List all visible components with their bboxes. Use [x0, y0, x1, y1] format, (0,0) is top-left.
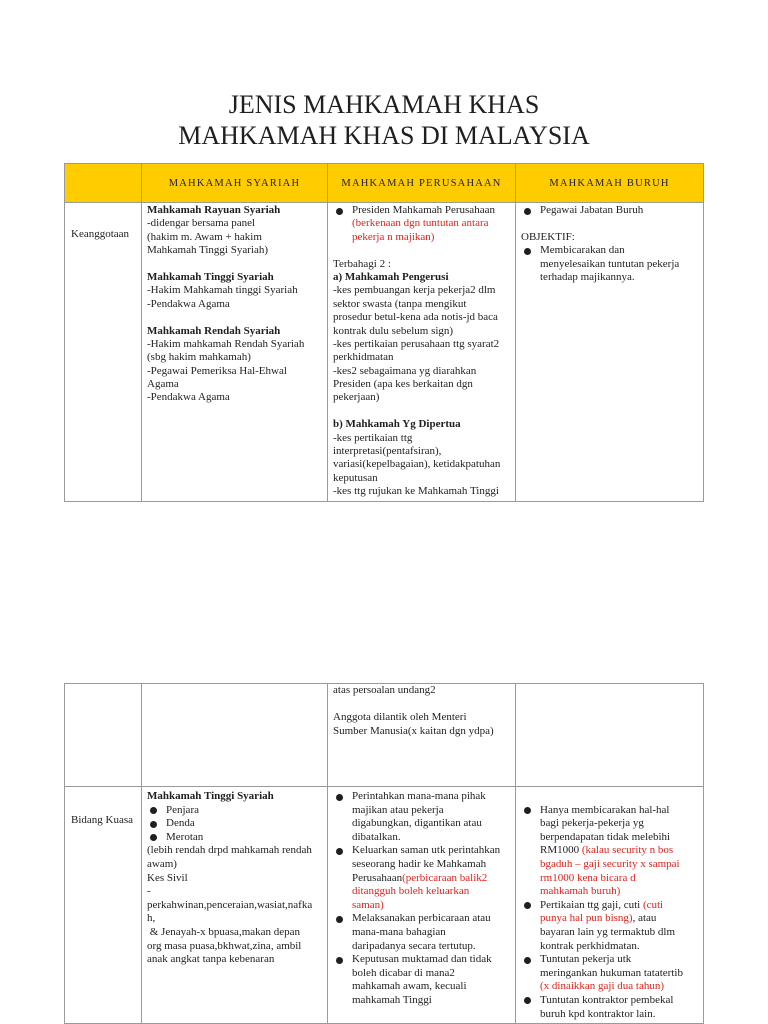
paragraph: [147, 844, 327, 966]
bullet-item: [333, 844, 515, 912]
bullet-item: [333, 953, 515, 1007]
bullet-item: [521, 244, 703, 284]
text-line: perkhidmatan: [333, 351, 394, 364]
text-line: Mahkamah Rendah Syariah: [147, 324, 281, 337]
row-label-cell: [65, 203, 142, 502]
section-heading: [333, 271, 515, 284]
paragraph: [521, 231, 703, 244]
court-comparison-table: [64, 163, 704, 502]
text-line: menyelesaikan tuntutan pekerja: [540, 257, 680, 270]
blank-line: [521, 790, 703, 804]
red-annotation-note: pekerja n majikan): [352, 230, 435, 243]
column-header-buruh: [516, 164, 704, 203]
text-line: -kes pembuangan kerja pekerja2 dlm: [333, 284, 496, 297]
text-line: -Hakim Mahkamah tinggi Syariah: [147, 284, 298, 297]
paragraph: [333, 258, 515, 271]
bullet-item: [333, 912, 515, 953]
text-line: Tuntutan pekerja utk: [540, 953, 632, 966]
text-line: mahkamah Tinggi: [352, 993, 432, 1006]
bullet-item: [521, 953, 703, 994]
bullet-item: [333, 204, 515, 244]
bullet-item: [521, 804, 703, 899]
blank-line: [333, 698, 515, 712]
red-annotation-note: (berkenaan dgn tuntutan antara: [352, 217, 489, 230]
text-line: Denda: [166, 817, 195, 830]
text-line: [540, 912, 703, 926]
syariah-bidang-kuasa-cell: [142, 787, 328, 1024]
bullet-icon: [336, 208, 343, 215]
text-line: meringankan hukuman tatatertib: [540, 966, 683, 979]
text-line: Presiden Mahkamah Perusahaan: [352, 204, 495, 216]
text-line: Anggota dilantik oleh Menteri: [333, 711, 467, 724]
bullet-item: [521, 204, 703, 217]
bullet-item: [521, 994, 703, 1021]
text-line: mahkamah awam, kecuali: [352, 980, 467, 993]
column-header-label: MAHKAMAH BURUH: [549, 177, 670, 189]
blank-line: [147, 311, 327, 324]
syariah-keanggotaan-cell: [142, 203, 328, 502]
text-line: Hanya membicarakan hal-hal: [540, 803, 670, 816]
bullet-icon: [336, 848, 343, 855]
text-line: (lebih rendah drpd mahkamah rendah: [147, 844, 312, 857]
text-line: Presiden (apa kes berkaitan dgn: [333, 378, 473, 391]
paragraph: [333, 284, 515, 405]
red-annotation-note: (cuti: [642, 898, 664, 911]
text-line: kontrak perkhidmatan.: [540, 939, 640, 952]
text-line: Mahkamah Rayuan Syariah: [147, 204, 281, 216]
text-line: -Pendakwa Agama: [147, 297, 230, 310]
column-header-syariah: [142, 164, 328, 203]
text-line: awam): [147, 857, 177, 870]
text-line: Keputusan muktamad dan tidak: [352, 953, 492, 966]
text-line: mana-mana bahagian: [352, 925, 446, 938]
text-line: buruh kpd kontraktor lain.: [540, 1007, 656, 1020]
bullet-icon: [524, 208, 531, 215]
text-line: [352, 217, 515, 230]
text-line: (hakim m. Awam + hakim: [147, 230, 262, 243]
section-heading: [147, 271, 327, 284]
text-line: dibatalkan.: [352, 830, 401, 843]
text-line: Membicarakan dan: [540, 244, 625, 257]
red-annotation-note: (kalau security n bos: [581, 844, 674, 857]
red-annotation-note: (x dinaikkan gaji dua tahun): [540, 980, 665, 993]
section-heading: [147, 204, 327, 217]
text-line: -kes pertikaian perusahaan ttg syarat2: [333, 337, 500, 350]
text-line: Tuntutan kontraktor pembekal: [540, 993, 674, 1006]
column-header-label: MAHKAMAH SYARIAH: [168, 177, 301, 189]
paragraph: [147, 217, 327, 257]
text-line: pekerjaan): [333, 391, 380, 404]
text-line: -Hakim mahkamah Rendah Syariah: [147, 337, 305, 350]
text-line: digabungkan, digantikan atau: [352, 817, 482, 830]
text-line: atas persoalan undang2: [333, 684, 436, 696]
header-corner-cell: [65, 164, 142, 203]
bullet-icon: [336, 916, 343, 923]
text-line: [352, 885, 515, 899]
text-line: berpendapatan tidak melebihi: [540, 830, 671, 843]
bullet-item: [521, 899, 703, 953]
text-line: OBJEKTIF:: [521, 230, 575, 243]
bullet-icon: [150, 834, 157, 841]
text-line: -Pendakwa Agama: [147, 391, 230, 404]
text-line: kontrak dulu sebelum sign): [333, 324, 454, 337]
text-line: Mahkamah Tinggi Syariah): [147, 244, 268, 257]
row-label-bidang-kuasa: Bidang Kuasa: [71, 814, 134, 826]
text-line: bayaran lain yg termaktub dlm: [540, 925, 676, 938]
bullet-icon: [524, 807, 531, 814]
blank-line: [333, 244, 515, 257]
red-annotation-note: (perbicaraan balik2: [402, 871, 488, 884]
text-line: [540, 872, 703, 886]
text-line: h,: [147, 912, 156, 925]
text-line: [352, 231, 515, 244]
buruh-bidang-kuasa-cell: [516, 787, 704, 1024]
text-line: variasi(kepelbagaian), ketidakpatuhan: [333, 458, 501, 471]
text-line: prosedur betul-kena ada notis-jd baca: [333, 311, 498, 324]
column-header-label: MAHKAMAH PERUSAHAAN: [341, 177, 502, 189]
blank-line: [333, 405, 515, 418]
text-line: org masa puasa,bkhwat,zina, ambil: [147, 939, 302, 952]
blank-line: [147, 258, 327, 271]
text-line: (sbg hakim mahkamah): [147, 351, 251, 364]
paragraph: [333, 711, 515, 738]
text-line: [540, 858, 703, 872]
syariah-continued-cell: [142, 684, 328, 787]
bullet-icon: [336, 957, 343, 964]
text-line: keputusan: [333, 471, 378, 484]
text-line: [352, 899, 515, 913]
text-line: perkahwinan,penceraian,wasiat,nafka: [147, 898, 313, 911]
text-line: sektor swasta (tanpa mengikut: [333, 297, 467, 310]
text-line: terhadap majikannya.: [540, 270, 635, 283]
bullet-icon: [524, 248, 531, 255]
text-line: Melaksanakan perbicaraan atau: [352, 912, 491, 925]
text-line: Pegawai Jabatan Buruh: [540, 204, 644, 216]
text-line: Agama: [147, 378, 179, 391]
bullet-icon: [150, 807, 157, 814]
text-line: seseorang hadir ke Mahkamah: [352, 857, 487, 870]
perusahaan-keanggotaan-cell: [328, 203, 516, 502]
text-line: [540, 899, 703, 913]
text-line: boleh dicabar di mana2: [352, 966, 455, 979]
text-line: bagi pekerja-pekerja yg: [540, 817, 644, 830]
bullet-icon: [150, 821, 157, 828]
text-line: -: [147, 885, 151, 898]
buruh-keanggotaan-cell: [516, 203, 704, 502]
text-line: -kes ttg rujukan ke Mahkamah Tinggi: [333, 485, 499, 498]
text-segment: Perusahaan: [352, 871, 403, 884]
bullet-icon: [524, 902, 531, 909]
court-comparison-table-continued: [64, 683, 704, 1024]
text-line: -kes pertikaian ttg: [333, 431, 413, 444]
buruh-continued-cell: [516, 684, 704, 787]
bullet-icon: [524, 997, 531, 1004]
section-heading: [147, 790, 327, 804]
text-line: anak angkat tanpa kebenaran: [147, 953, 275, 966]
text-segment: RM1000: [540, 844, 582, 857]
text-line: & Jenayah-x bpuasa,makan depan: [147, 925, 301, 938]
text-line: [540, 980, 703, 994]
document-title-line-2: MAHKAMAH KHAS DI MALAYSIA: [178, 121, 590, 150]
text-line: [352, 872, 515, 886]
paragraph: [333, 432, 515, 499]
document-title-line-1: JENIS MAHKAMAH KHAS: [228, 90, 540, 119]
text-line: Perintahkan mana-mana pihak: [352, 790, 486, 802]
row-label-keanggotaan: Keanggotaan: [71, 228, 130, 240]
column-header-perusahaan: [328, 164, 516, 203]
text-line: Keluarkan saman utk perintahkan: [352, 844, 501, 857]
text-line: b) Mahkamah Yg Dipertua: [333, 418, 461, 431]
perusahaan-bidang-kuasa-cell: [328, 787, 516, 1024]
text-segment: Pertikaian ttg gaji, cuti: [540, 898, 643, 911]
text-line: -Pegawai Pemeriksa Hal-Ehwal: [147, 364, 287, 377]
bullet-item: [333, 790, 515, 844]
text-line: Penjara: [166, 803, 199, 816]
text-line: a) Mahkamah Pengerusi: [333, 270, 449, 283]
paragraph: [147, 338, 327, 405]
red-annotation-note: punya hal pun bisng): [540, 912, 633, 925]
text-line: [540, 885, 703, 899]
text-line: -kes2 sebagaimana yg diarahkan: [333, 364, 477, 377]
row-label-cell: [65, 684, 142, 787]
text-line: Mahkamah Tinggi Syariah: [147, 270, 274, 283]
text-line: Merotan: [166, 830, 204, 843]
text-line: Mahkamah Tinggi Syariah: [147, 790, 274, 802]
text-line: Sumber Manusia(x kaitan dgn ydpa): [333, 724, 494, 737]
bullet-item: [147, 817, 327, 831]
red-annotation-note: saman): [352, 898, 384, 911]
red-annotation-note: ditangguh boleh keluarkan: [352, 885, 470, 898]
bullet-item: [147, 804, 327, 818]
text-line: [540, 844, 703, 858]
row-label-cell: [65, 787, 142, 1024]
perusahaan-continued-cell: [328, 684, 516, 787]
text-line: -didengar bersama panel: [147, 217, 256, 230]
bullet-icon: [524, 957, 531, 964]
paragraph: [333, 684, 515, 698]
bullet-item: [147, 831, 327, 845]
text-line: daripadanya secara tertutup.: [352, 939, 476, 952]
blank-line: [521, 217, 703, 230]
text-line: majikan atau pekerja: [352, 803, 444, 816]
section-heading: [147, 325, 327, 338]
bullet-icon: [336, 794, 343, 801]
red-annotation-note: mahkamah buruh): [540, 885, 621, 898]
red-annotation-note: rm1000 kena bicara d: [540, 871, 636, 884]
text-line: interpretasi(pentafsiran),: [333, 445, 442, 458]
text-line: Kes Sivil: [147, 871, 188, 884]
text-line: Terbahagi 2 :: [333, 257, 391, 270]
text-segment: , atau: [632, 912, 657, 925]
paragraph: [147, 284, 327, 311]
red-annotation-note: bgaduh – gaji security x sampai: [540, 857, 680, 870]
section-heading: [333, 418, 515, 431]
